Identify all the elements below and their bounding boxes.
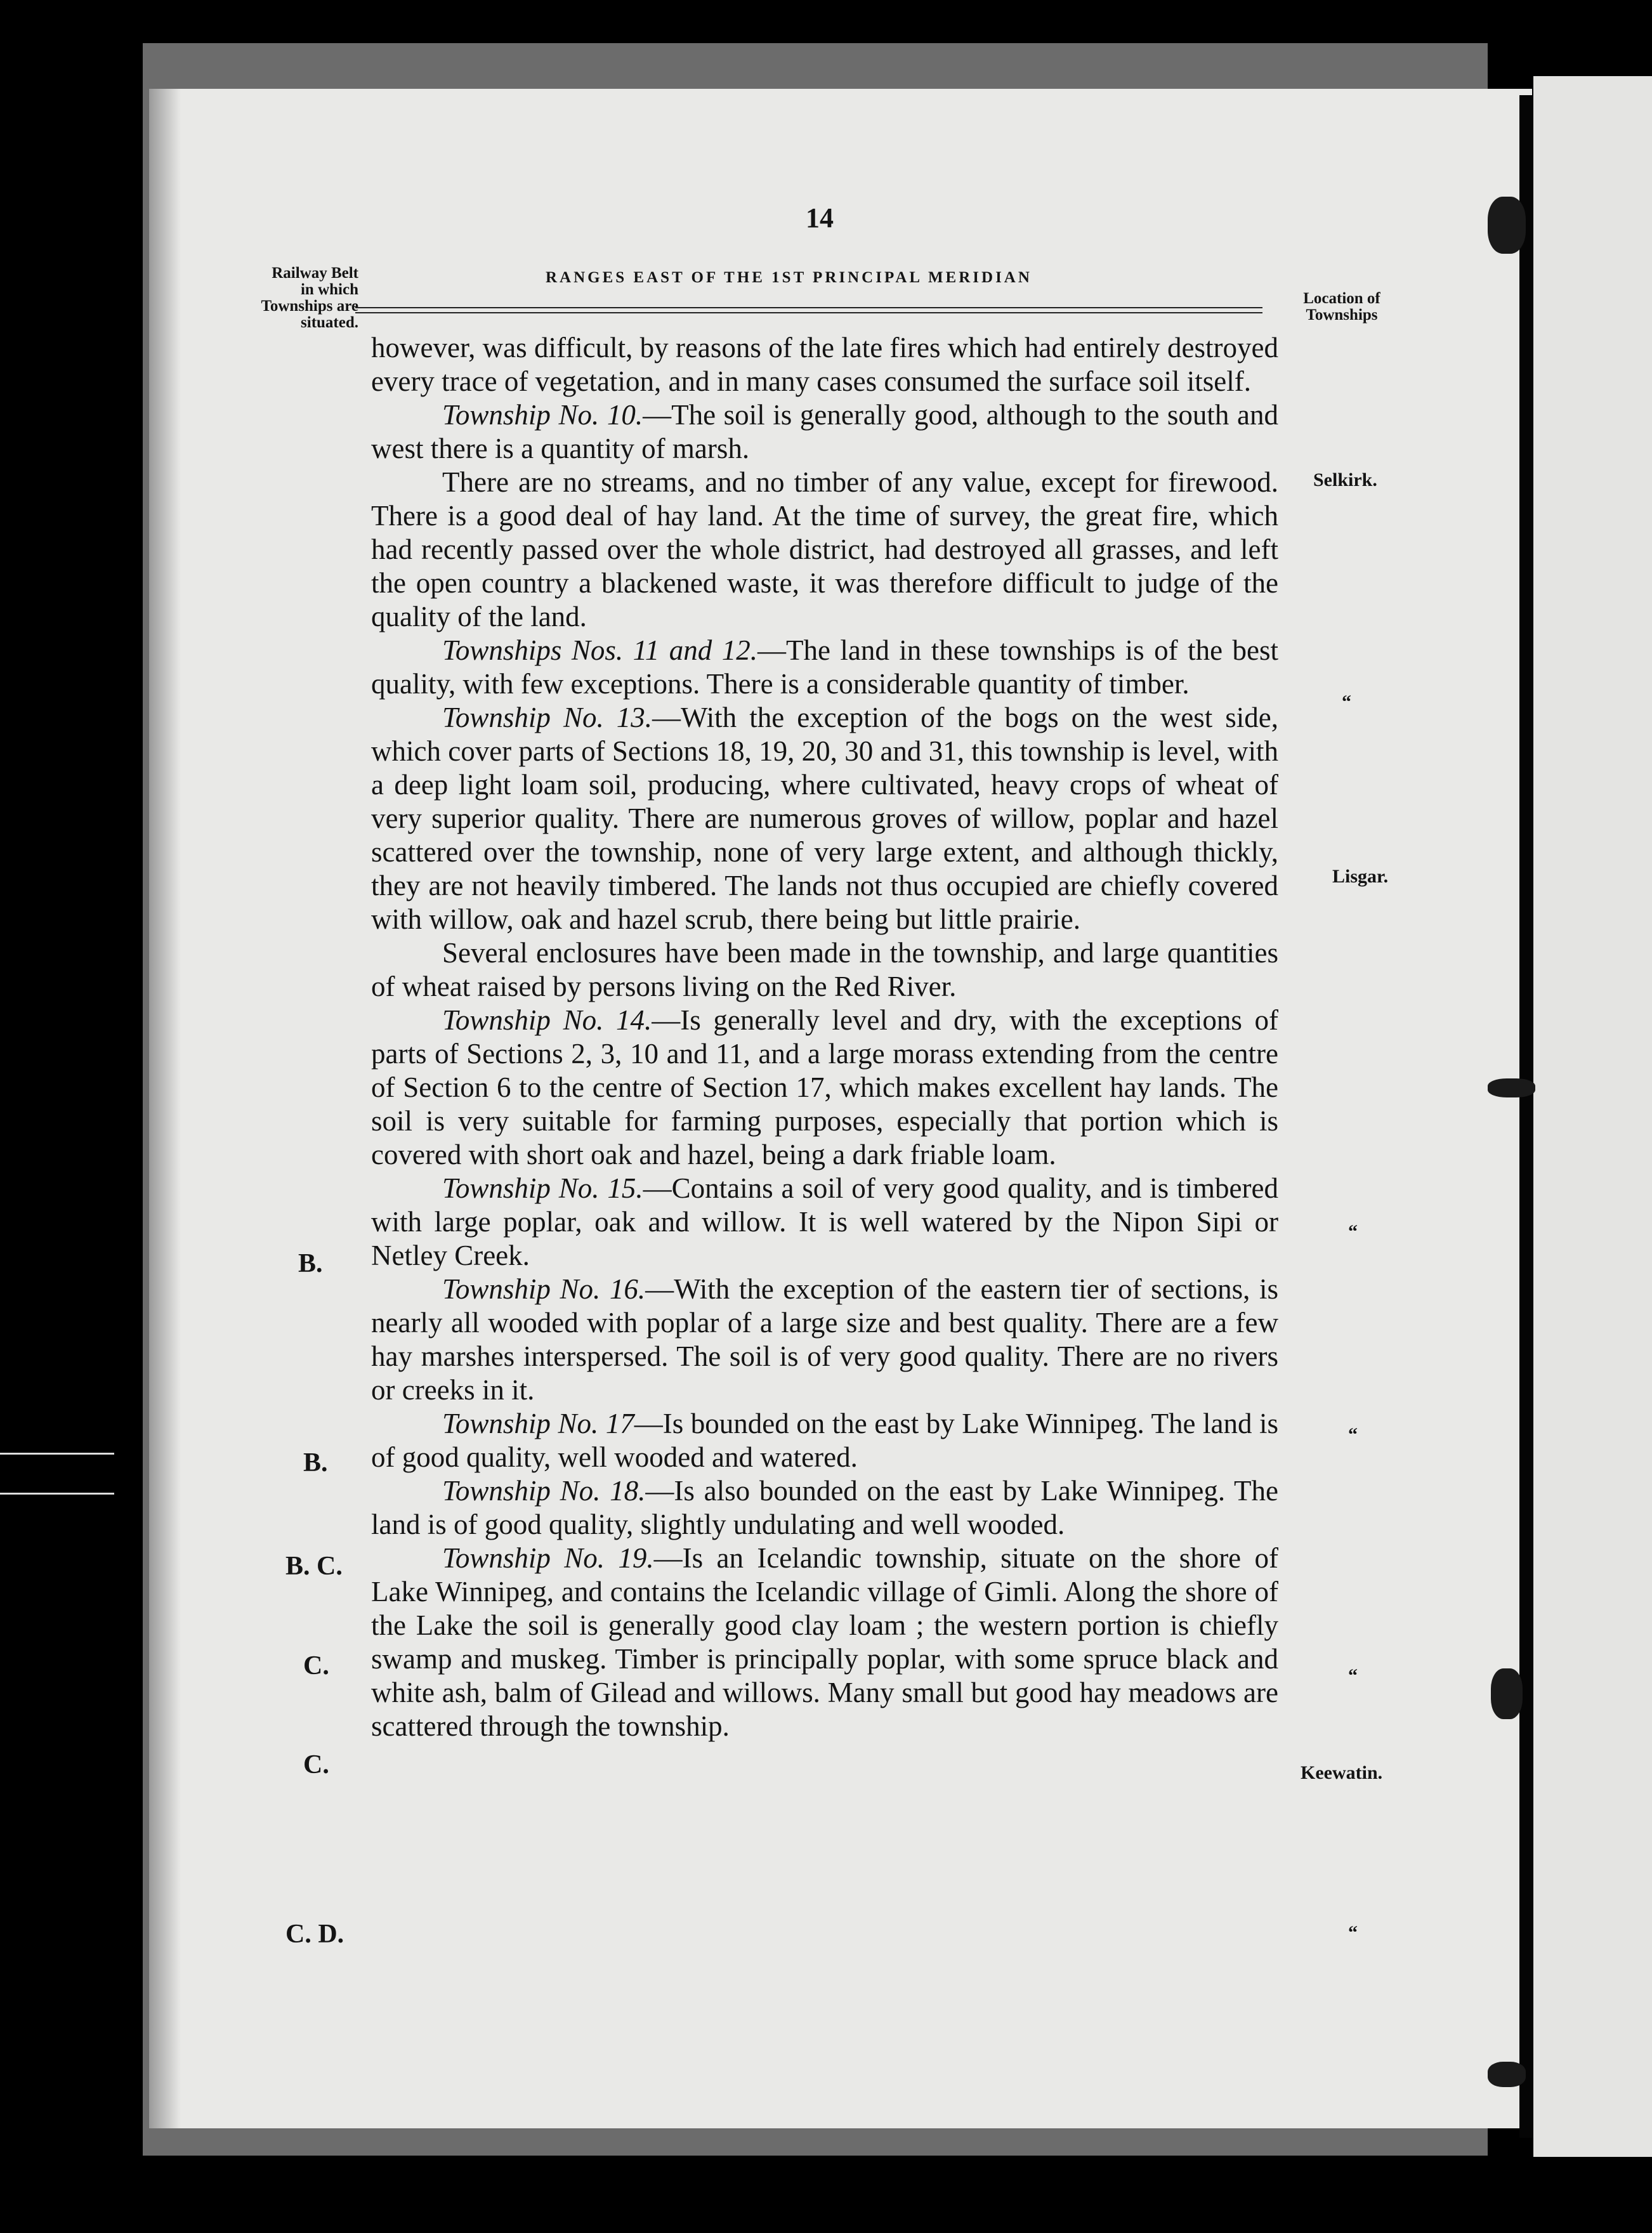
paragraph-body: —The soil is generally good, although to the south and west there is a quantity of marsh. [371,399,1278,464]
paragraph [371,634,1278,701]
column-head-line: Townships are [261,298,358,315]
township-heading: Township No. 14. [442,1004,652,1036]
location-ditto: “ [1348,1221,1358,1242]
paragraph-body: —Contains a soil of very good quality, and is timbered with large poplar, oak and willow. It is well watered by the Nipon Sipi or Netley Creek. [371,1172,1278,1271]
paragraph [371,1004,1278,1172]
ink-blot [1491,1668,1523,1719]
torn-edge [0,1453,114,1495]
railway-belt-note: C. [303,1750,329,1779]
column-head-line: Railway Belt [272,265,358,282]
paragraph [371,331,1278,398]
location-ditto: “ [1348,1922,1358,1943]
running-head: RANGES EAST OF THE 1ST PRINCIPAL MERIDIAN [546,269,1032,286]
binding-line [1519,95,1533,2138]
paragraph-body: —With the exception of the bogs on the west side, which cover parts of Sections 18, 19, 20, 30 and 31, this township is level, with a deep light loam soil, producing, where cultivated, heavy crops of wheat of very superior quality. There are numerous groves of willow, poplar and hazel scattered over the township, none of very large extent, and although thickly, they are not heavily timbered. The lands not thus occupied are chiefly covered with willow, oak and hazel scrub, there being but little prairie. [371,702,1278,935]
location-note: Selkirk. [1313,469,1377,490]
body-text [371,331,1278,1743]
paragraph [371,1474,1278,1542]
railway-belt-note: B. [303,1448,328,1477]
location-note: Lisgar. [1332,866,1389,887]
paragraph-body: —Is generally level and dry, with the exceptions of parts of Sections 2, 3, 10 and 11, and a large morass extending from the centre of Section 6 to the centre of Section 17, which makes excellent hay lands. The soil is very suitable for farming purposes, especially that portion which is covered with short oak and hazel, being a dark friable loam. [371,1004,1278,1170]
paragraph [371,701,1278,936]
railway-belt-note: B. [298,1249,323,1278]
binding-strip [1533,76,1652,2157]
township-heading: Township No. 17 [442,1408,634,1439]
township-heading: Township No. 19. [442,1542,654,1574]
ink-blot [1488,197,1526,254]
ink-blot [1488,2062,1526,2087]
column-head-line: Location of [1303,290,1380,307]
paragraph-body: however, was difficult, by reasons of the late fires which had entirely destroyed every trace of vegetation, and in many cases consumed the surface soil itself. [371,332,1278,397]
township-heading: Township No. 13. [442,702,652,733]
ink-blot [1488,1078,1535,1097]
paragraph-body: —Is also bounded on the east by Lake Winnipeg. The land is of good quality, slightly undulating and well wooded. [371,1475,1278,1540]
township-heading: Township No. 16. [442,1273,646,1305]
railway-belt-note: C. D. [285,1920,344,1949]
location-ditto: “ [1348,1424,1358,1445]
township-heading: Townships Nos. 11 and 12. [442,634,757,666]
paragraph-body: —Is bounded on the east by Lake Winnipeg. The land is of good quality, well wooded and watered. [371,1408,1278,1473]
header-rule [355,307,1262,313]
page-edge-shadow [149,89,181,2128]
paragraph [371,398,1278,466]
location-column-head [1282,291,1402,324]
railway-belt-column-head [232,265,358,331]
column-head-line: Townships [1306,306,1378,324]
township-heading: Township No. 10. [442,399,643,431]
location-note: Keewatin. [1301,1762,1383,1783]
page-number: 14 [806,202,834,233]
railway-belt-note: C. [303,1651,329,1680]
location-ditto: “ [1342,691,1351,712]
paragraph-body: —With the exception of the eastern tier of sections, is nearly all wooded with poplar of a large size and best quality. There are a few hay marshes interspersed. The soil is of very good quality. There are no rivers or creeks in it. [371,1273,1278,1406]
column-head-line: in which [300,281,358,298]
paragraph [371,1172,1278,1273]
column-head-line: situated. [301,314,358,331]
paragraph [371,1273,1278,1407]
railway-belt-note: B. C. [285,1552,343,1581]
location-ditto: “ [1348,1665,1358,1686]
paragraph [371,466,1278,634]
paragraph-body: Several enclosures have been made in the township, and large quantities of wheat raised by persons living on the Red River. [371,937,1278,1002]
township-heading: Township No. 18. [442,1475,646,1507]
paragraph [371,936,1278,1004]
paragraph-body: There are no streams, and no timber of any value, except for firewood. There is a good deal of hay land. At the time of survey, the great fire, which had recently passed over the whole district, had destroyed all grasses, and left the open country a blackened waste, it was therefore difficult to judge of the quality of the land. [371,466,1278,632]
paragraph-body: —The land in these townships is of the best quality, with few exceptions. There is a considerable quantity of timber. [371,634,1278,700]
township-heading: Township No. 15. [442,1172,643,1204]
paragraph [371,1407,1278,1474]
paragraph [371,1542,1278,1743]
paragraph-body: —Is an Icelandic township, situate on the shore of Lake Winnipeg, and contains the Icelandic village of Gimli. Along the shore of the Lake the soil is generally good clay loam ; the western portion is chiefly swamp and muskeg. Timber is principally poplar, with some spruce black and white ash, balm of Gilead and willows. Many small but good hay meadows are scattered through the township. [371,1542,1278,1742]
